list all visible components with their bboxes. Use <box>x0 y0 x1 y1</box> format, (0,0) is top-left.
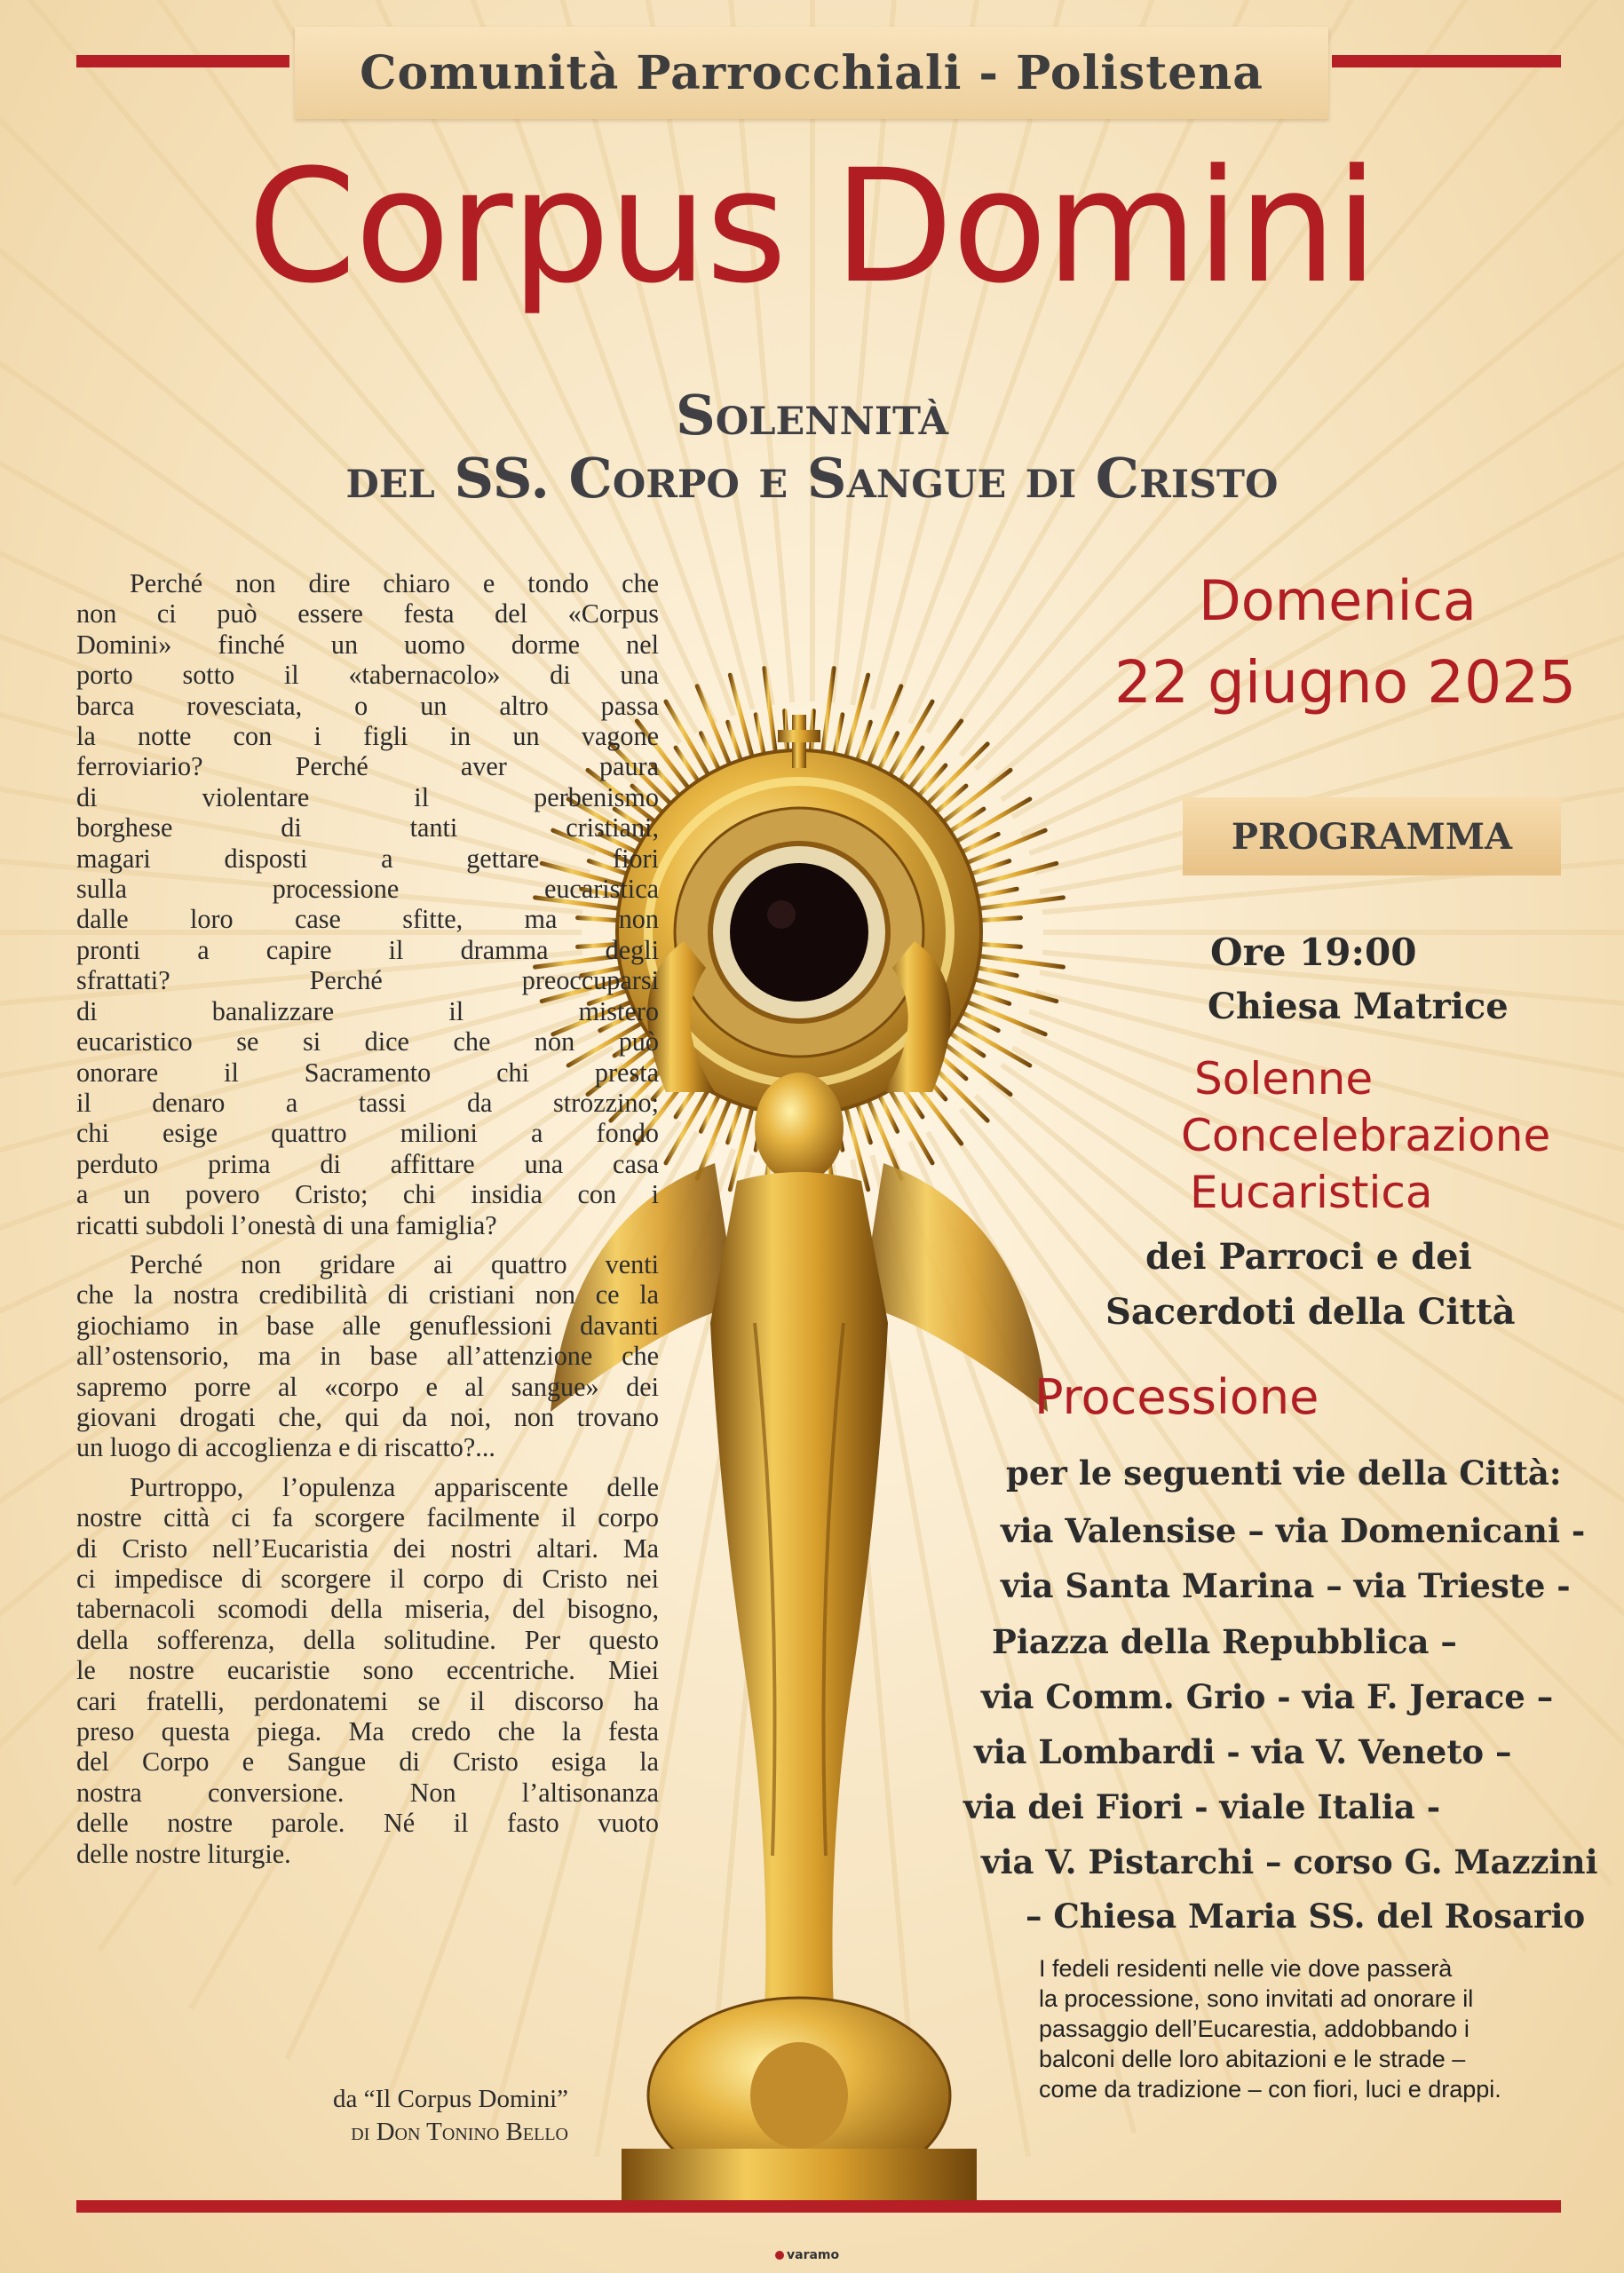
parish-name: Comunità Parrocchiali - Polistena <box>360 45 1264 100</box>
reflection-paragraph <box>76 1249 659 1463</box>
reflection-line: dalle loro case sfitte, ma non <box>76 904 659 935</box>
route-line: via dei Fiori - viale Italia - <box>963 1787 1441 1826</box>
reflection-line: che la nostra credibilità di cristiani non ce la <box>76 1279 659 1311</box>
notice-line: I fedeli residenti nelle vie dove passerà <box>1039 1955 1453 1982</box>
reflection-text <box>76 568 659 1878</box>
event-date: 22 giugno 2025 <box>1114 648 1577 717</box>
reflection-line: all’ostensorio, ma in base all’attenzione che <box>76 1341 659 1372</box>
notice-line: come da tradizione – con fiori, luci e drappi. <box>1039 2076 1501 2103</box>
residents-notice <box>1039 1953 1561 2104</box>
reflection-line: delle nostre liturgie. <box>76 1838 291 1869</box>
reflection-line: di banalizzare il mistero <box>76 995 659 1026</box>
reflection-line: non ci può essere festa del «Corpus <box>76 598 659 630</box>
reflection-line: cari fratelli, perdonatemi se il discorso ha <box>76 1685 659 1716</box>
reflection-line: di violentare il perbenismo <box>76 781 659 812</box>
reflection-line: preso questa piega. Ma credo che la festa <box>76 1716 659 1747</box>
reflection-line: del Corpo e Sangue di Cristo esiga la <box>76 1746 659 1778</box>
reflection-paragraph <box>76 1472 659 1869</box>
programma-label: PROGRAMMA <box>1231 815 1513 858</box>
reflection-line: il denaro a tassi da strozzino; <box>76 1087 659 1118</box>
reflection-line: della sofferenza, della solitudine. Per questo <box>76 1624 659 1655</box>
subtitle-line2: del SS. Corpo e Sangue di Cristo <box>345 446 1279 511</box>
reflection-line: Purtroppo, l’opulenza appariscente delle <box>130 1471 659 1502</box>
printer-logo <box>775 2248 839 2262</box>
reflection-line: delle nostre parole. Né il fasto vuoto <box>76 1808 659 1839</box>
notice-line: la processione, sono invitati ad onorare il <box>1039 1985 1474 2012</box>
reflection-line: ferroviario? Perché aver paura <box>76 751 659 782</box>
reflection-line: borghese di tanti cristiani, <box>76 812 659 843</box>
header-banner <box>295 27 1328 119</box>
route-line: via Lombardi - via V. Veneto – <box>974 1732 1512 1771</box>
event-day: Domenica <box>1199 568 1477 633</box>
citation-source: da “Il Corpus Domini” <box>333 2085 568 2113</box>
route-line: via V. Pistarchi – corso G. Mazzini <box>981 1842 1598 1881</box>
reflection-line: tabernacoli scomodi della miseria, del bisogno, <box>76 1594 659 1625</box>
reflection-line: eucaristico se si dice che non può <box>76 1026 659 1057</box>
mass-line2: Concelebrazione <box>1181 1110 1551 1161</box>
reflection-line: Perché non gridare ai quattro venti <box>130 1248 659 1279</box>
reflection-line: nostra conversione. Non l’altisonanza <box>76 1777 659 1808</box>
reflection-line: giochiamo in base alle genuflessioni davanti <box>76 1310 659 1341</box>
mass-line3: Eucaristica <box>1190 1167 1433 1218</box>
reflection-line: chi esige quattro milioni a fondo <box>76 1118 659 1149</box>
mass-line1: Solenne <box>1194 1053 1374 1105</box>
reflection-line: di Cristo nell’Eucaristia dei nostri altari. Ma <box>76 1532 659 1564</box>
reflection-line: ci impedisce di scorgere il corpo di Cristo nei <box>76 1564 659 1594</box>
route-line: via Valensise – via Domenicani - <box>1001 1511 1586 1550</box>
top-rule-left <box>76 55 289 67</box>
notice-line: balconi delle loro abitazioni e le strade – <box>1039 2046 1466 2072</box>
citation-author: di Don Tonino Bello <box>351 2118 568 2146</box>
reflection-line: sfrattati? Perché preoccuparsi <box>76 965 659 996</box>
reflection-line: nostre città ci fa scorgere facilmente il corpo <box>76 1502 659 1533</box>
printer-logo-icon <box>775 2251 784 2260</box>
route-line: via Comm. Grio - via F. Jerace – <box>981 1677 1554 1716</box>
route-intro: per le seguenti vie della Città: <box>1006 1453 1562 1493</box>
reflection-line: onorare il Sacramento chi presta <box>76 1057 659 1088</box>
reflection-line: giovani drogati che, qui da noi, non trovano <box>76 1401 659 1432</box>
reflection-line: ricatti subdoli l’onestà di una famiglia? <box>76 1209 497 1240</box>
route-line: – Chiesa Maria SS. del Rosario <box>1026 1897 1586 1936</box>
reflection-line: magari disposti a gettare fiori <box>76 843 659 874</box>
reflection-line: sulla processione eucaristica <box>76 874 659 905</box>
reflection-line: le nostre eucaristie sono eccentriche. Miei <box>76 1655 659 1686</box>
reflection-line: Domini» finché un uomo dorme nel <box>76 629 659 660</box>
page-title: Corpus Domini <box>247 136 1377 318</box>
celebrants-line1: dei Parroci e dei <box>1145 1236 1472 1278</box>
reflection-line: la notte con i figli in un vagone <box>76 721 659 752</box>
reflection-line: Perché non dire chiaro e tondo che <box>130 568 659 598</box>
reflection-line: perduto prima di affittare una casa <box>76 1148 659 1179</box>
reflection-line: barca rovesciata, o un altro passa <box>76 690 659 721</box>
reflection-line: sapremo porre al «corpo e al sangue» dei <box>76 1371 659 1402</box>
reflection-line: un luogo di accoglienza e di riscatto?... <box>76 1432 495 1463</box>
route-line: Piazza della Repubblica – <box>992 1622 1457 1661</box>
subtitle-line1: Solennità <box>676 383 948 447</box>
celebrants-line2: Sacerdoti della Città <box>1105 1291 1516 1333</box>
reflection-paragraph <box>76 568 659 1240</box>
reflection-line: a un povero Cristo; chi insidia con i <box>76 1179 659 1210</box>
route-line: via Santa Marina – via Trieste - <box>1001 1566 1571 1605</box>
reflection-line: porto sotto il «tabernacolo» di una <box>76 660 659 691</box>
top-rule-right <box>1332 55 1561 67</box>
printer-name: varamo <box>787 2248 840 2262</box>
bottom-rule <box>76 2200 1561 2213</box>
reflection-line: pronti a capire il dramma degli <box>76 934 659 965</box>
notice-line: passaggio dell’Eucarestia, addobbando i <box>1039 2016 1470 2042</box>
event-time: Ore 19:00 <box>1210 931 1417 974</box>
event-place: Chiesa Matrice <box>1208 986 1509 1027</box>
programma-banner <box>1183 797 1561 875</box>
procession-heading: Processione <box>1034 1369 1319 1425</box>
